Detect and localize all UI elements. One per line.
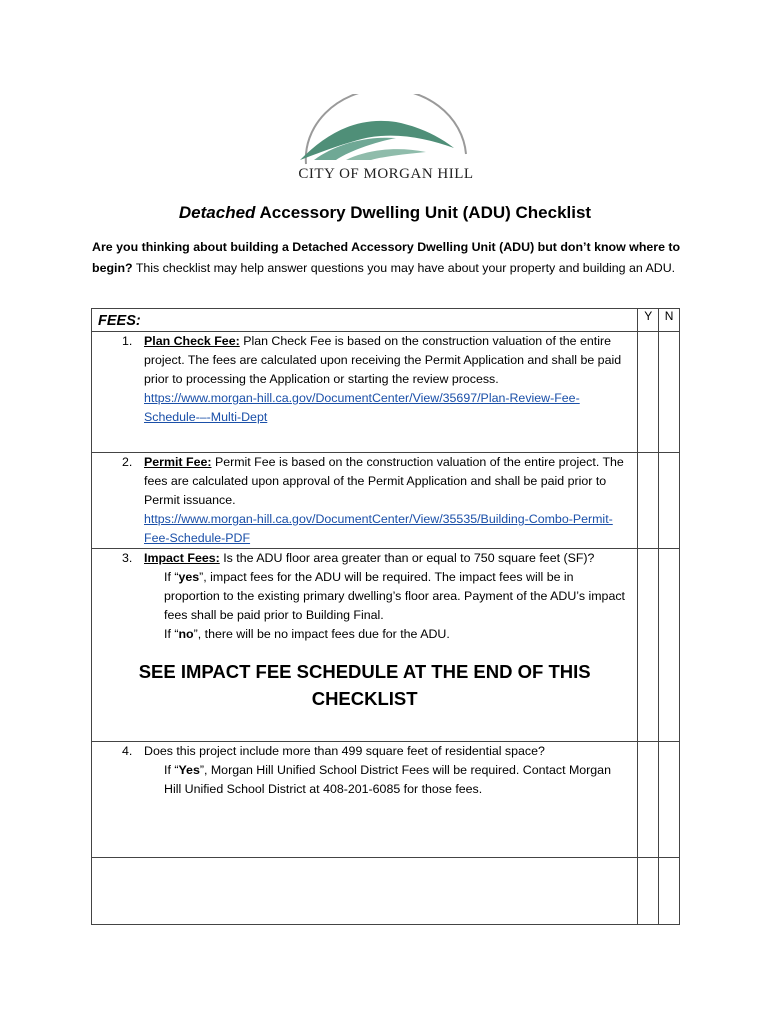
item-label: Permit Fee: bbox=[144, 455, 212, 469]
intro-paragraph bbox=[92, 237, 682, 278]
table-row bbox=[92, 332, 680, 453]
yes-checkbox[interactable] bbox=[638, 332, 659, 453]
list-item bbox=[92, 453, 637, 548]
item-number: 1. bbox=[122, 334, 133, 348]
page-title bbox=[0, 203, 770, 223]
city-logo bbox=[296, 94, 476, 186]
item-text: Is the ADU floor area greater than or equal to 750 square feet (SF)? bbox=[223, 551, 595, 565]
table-row bbox=[92, 453, 680, 549]
item-number: 3. bbox=[122, 551, 133, 565]
list-item bbox=[92, 332, 637, 427]
item-cell bbox=[92, 549, 638, 742]
fees-checklist-table bbox=[91, 308, 680, 925]
item-text: Permit Fee is based on the construction valuation of the entire project. The fees are calculated upon approval of the Permit Application and shall be paid prior to Permit issuance. bbox=[144, 455, 624, 507]
item-label: Plan Check Fee: bbox=[144, 334, 240, 348]
list-item bbox=[92, 549, 637, 644]
impact-fee-banner: SEE IMPACT FEE SCHEDULE AT THE END OF THIS CHECKLIST bbox=[138, 661, 591, 709]
item-number: 2. bbox=[122, 455, 133, 469]
item-cell bbox=[92, 332, 638, 453]
item-cell bbox=[92, 742, 638, 858]
no-checkbox[interactable] bbox=[659, 549, 680, 742]
plan-review-fee-link[interactable]: https://www.morgan-hill.ca.gov/DocumentCenter/View/35697/Plan-Review-Fee-Schedule-–-Multi-Dept bbox=[144, 391, 580, 424]
logo-text: CITY OF MORGAN HILL bbox=[298, 166, 474, 182]
title-italic: Detached bbox=[178, 203, 256, 222]
no-checkbox[interactable] bbox=[659, 332, 680, 453]
no-condition: If “no”, there will be no impact fees due for the ADU. bbox=[164, 627, 450, 641]
no-checkbox[interactable] bbox=[659, 742, 680, 858]
yes-checkbox[interactable] bbox=[638, 453, 659, 549]
item-cell bbox=[92, 453, 638, 549]
item-label: Impact Fees: bbox=[144, 551, 220, 565]
col-y-header: Y bbox=[638, 309, 659, 332]
yes-checkbox[interactable] bbox=[638, 858, 659, 925]
no-checkbox[interactable] bbox=[659, 453, 680, 549]
hills-logo-icon bbox=[296, 94, 476, 166]
no-checkbox[interactable] bbox=[659, 858, 680, 925]
table-row bbox=[92, 549, 680, 742]
yes-condition: If “yes”, impact fees for the ADU will be required. The impact fees will be in proportion to the existing primary dwelling’s floor area. Payment of the ADU’s impact fees shall be paid prior to Building Final. bbox=[164, 570, 625, 622]
table-header-row bbox=[92, 309, 680, 332]
table-row bbox=[92, 858, 680, 925]
col-n-header: N bbox=[659, 309, 680, 332]
item-number: 4. bbox=[122, 744, 133, 758]
section-cell bbox=[92, 309, 638, 332]
intro-text: This checklist may help answer questions you may have about your property and building an ADU. bbox=[135, 260, 676, 275]
intro-bold: Are you thinking about building a Detached Accessory Dwelling Unit (ADU) but don’t know where to begin? bbox=[92, 240, 681, 275]
yes-checkbox[interactable] bbox=[638, 549, 659, 742]
item-text: Plan Check Fee is based on the construction valuation of the entire project. The fees are calculated upon receiving the Permit Application and shall be paid prior to processing the Application or starting the review process. bbox=[144, 334, 622, 386]
title-rest: Accessory Dwelling Unit (ADU) Checklist bbox=[259, 203, 592, 222]
item-text: Does this project include more than 499 square feet of residential space? bbox=[144, 744, 545, 758]
table-row bbox=[92, 742, 680, 858]
yes-checkbox[interactable] bbox=[638, 742, 659, 858]
permit-fee-link[interactable]: https://www.morgan-hill.ca.gov/DocumentCenter/View/35535/Building-Combo-Permit-Fee-Schedule-PDF bbox=[144, 512, 613, 545]
yes-condition: If “Yes”, Morgan Hill Unified School District Fees will be required. Contact Morgan Hill Unified School District at 408-201-6085 for those fees. bbox=[164, 763, 611, 796]
section-title: FEES: bbox=[98, 313, 141, 329]
empty-cell bbox=[92, 858, 638, 925]
list-item bbox=[92, 742, 637, 799]
